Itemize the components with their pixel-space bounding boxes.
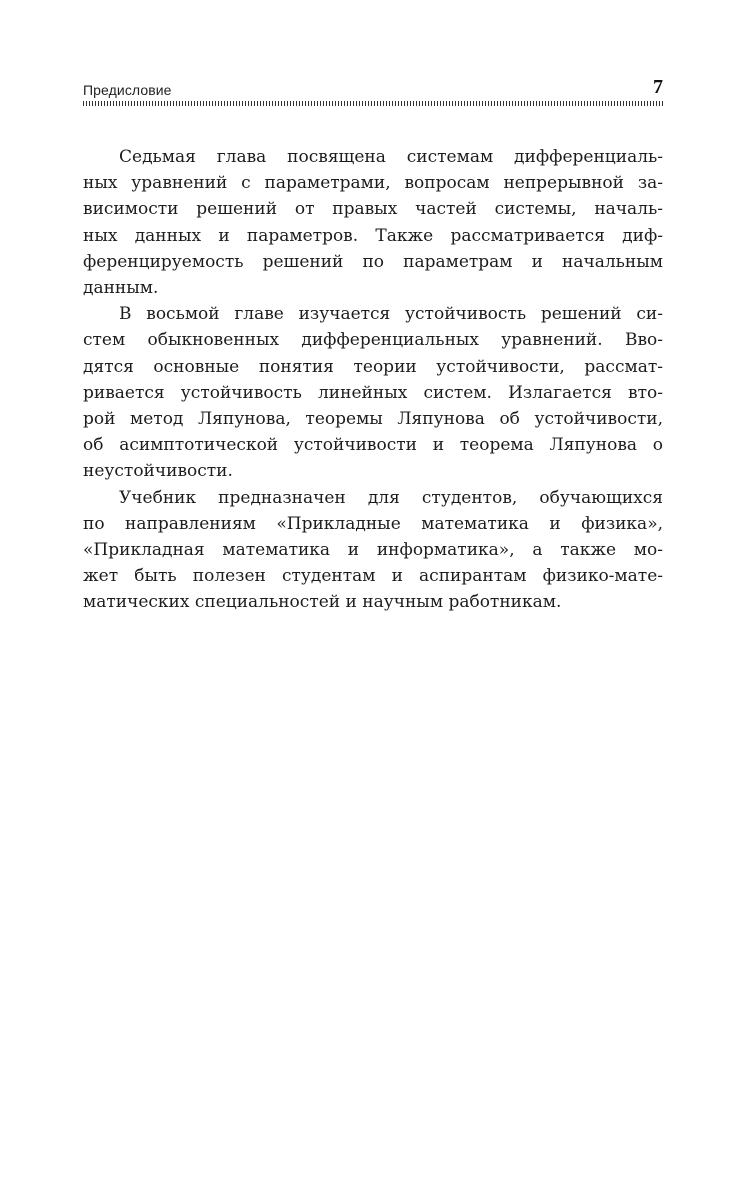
section-title: Предисловие	[83, 82, 172, 98]
text-line: В восьмой главе изучается устойчивость решений си-	[119, 304, 663, 325]
running-header	[83, 78, 663, 100]
paragraph-chapter-eight	[83, 301, 663, 484]
header-rule	[83, 101, 663, 106]
text-line: неустойчивости.	[83, 461, 233, 482]
text-line: ривается устойчивость линейных систем. Излагается вто-	[83, 382, 663, 403]
text-line: дятся основные понятия теории устойчивости, рассмат-	[83, 356, 663, 377]
paragraph-chapter-seven	[83, 144, 663, 301]
text-line: висимости решений от правых частей системы, началь-	[83, 199, 663, 220]
text-line: матических специальностей и научным работникам.	[83, 592, 562, 613]
text-line: Учебник предназначен для студентов, обучающихся	[119, 487, 663, 508]
text-line: жет быть полезен студентам и аспирантам физико-мате-	[83, 566, 663, 587]
text-line: об асимптотической устойчивости и теорема Ляпунова о	[83, 435, 663, 456]
text-line: «Прикладная математика и информатика», а также мо-	[83, 540, 663, 561]
text-line: рой метод Ляпунова, теоремы Ляпунова об устойчивости,	[83, 409, 663, 430]
page-number: 7	[653, 76, 663, 98]
text-line: ных уравнений с параметрами, вопросам непрерывной за-	[83, 173, 663, 194]
text-line: Седьмая глава посвящена системам дифференциаль-	[119, 147, 663, 167]
paragraph-audience	[83, 485, 663, 616]
text-line: ных данных и параметров. Также рассматривается диф-	[83, 225, 663, 246]
text-line: стем обыкновенных дифференциальных уравнений. Вво-	[83, 330, 663, 351]
text-line: по направлениям «Прикладные математика и физика»,	[83, 513, 663, 534]
text-line: данным.	[83, 278, 159, 299]
body-text	[83, 144, 663, 616]
text-line: ференцируемость решений по параметрам и начальным	[83, 251, 663, 272]
